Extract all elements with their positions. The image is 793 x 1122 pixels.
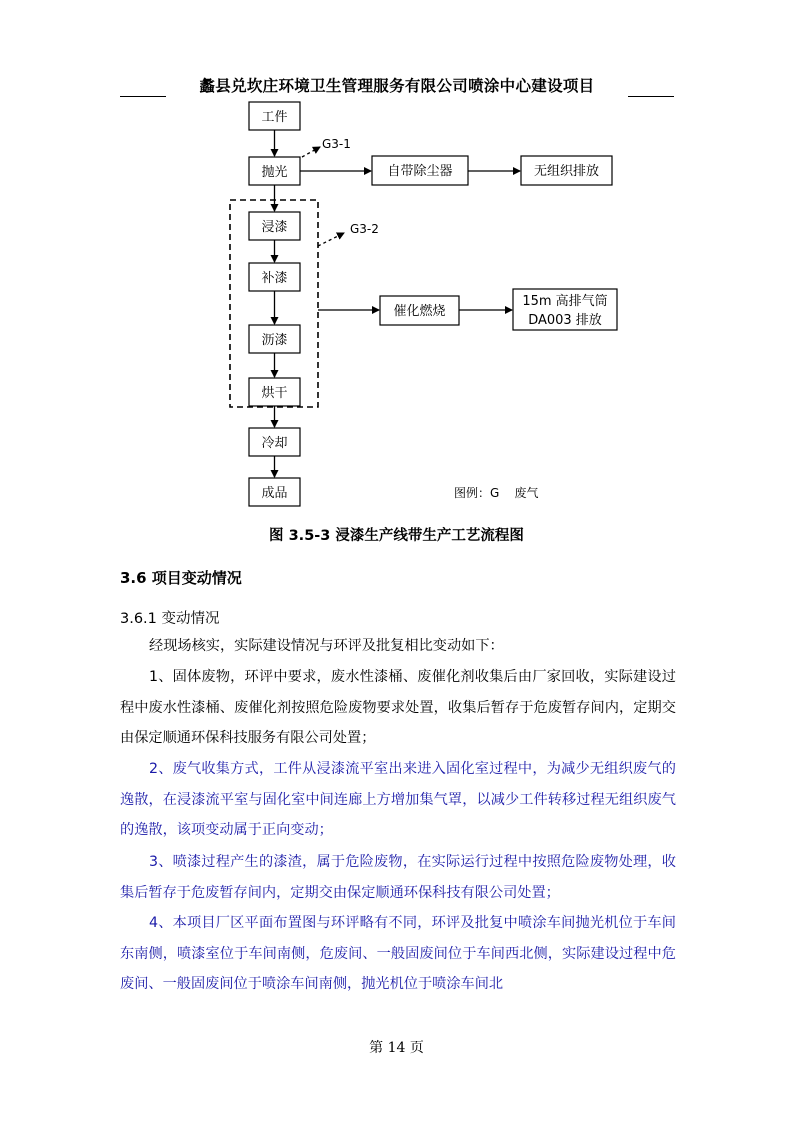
paragraph-1: 1、固体废物，环评中要求，废水性漆桶、废催化剂收集后由厂家回收，实际建设过程中废水性漆桶、废催化剂按照危险废物要求处置，收集后暂存于危废暂存间内，定期交由保定顺通环保科技服务有限公司处置； (120, 669, 676, 747)
node-bake-label: 烘干 (261, 386, 288, 401)
node-dip-paint (249, 212, 300, 240)
node-exhaust-stack-line2: DA003 排放 (528, 313, 602, 328)
paragraph-3: 3、喷漆过程产生的漆渣，属于危险废物，在实际运行过程中按照危险废物处理，收集后暂存于危废暂存间内，定期交由保定顺通环保科技有限公司处置； (120, 854, 676, 901)
node-bake (249, 378, 300, 406)
gas-label-g31: G3-1 (322, 137, 351, 151)
node-cooling-label: 冷却 (261, 436, 288, 451)
figure-caption: 图 3.5-3 浸漆生产线带生产工艺流程图 (269, 528, 524, 544)
header-title: 蠡县兑坎庄环境卫生管理服务有限公司喷涂中心建设项目 (199, 76, 595, 95)
node-dust-collector-label: 自带除尘器 (387, 164, 453, 179)
node-drain-label: 沥漆 (261, 333, 288, 348)
gas-arrow-g31 (302, 147, 320, 157)
paragraph-2: 2、废气收集方式，工件从浸漆流平室出来进入固化室过程中，为减少无组织废气的逸散，在浸漆流平室与固化室中间连廊上方增加集气罩，以减少工件转移过程无组织废气的逸散，该项变动属于正向变动； (120, 761, 676, 839)
flowchart-legend: 图例：G 废气 (454, 486, 539, 500)
paragraph-4: 4、本项目厂区平面布置图与环评略有不同，环评及批复中喷涂车间抛光机位于车间东南侧，喷漆室位于车间南侧，危废间、一般固废间位于车间西北侧，实际建设过程中危废间、一般固废间位于喷涂车间南侧，抛光机位于喷涂车间北 (120, 915, 676, 993)
node-unorganized-emission-label: 无组织排放 (533, 164, 600, 179)
gas-arrow-g32 (318, 233, 344, 246)
paragraph-intro: 经现场核实，实际建设情况与环评及批复相比变动如下： (149, 638, 504, 654)
page-number: 第 14 页 (369, 1040, 424, 1056)
node-product (249, 478, 300, 506)
node-dip-paint-label: 浸漆 (261, 220, 288, 235)
node-cooling (249, 428, 300, 456)
node-polish-label: 抛光 (261, 165, 288, 180)
node-polish (249, 157, 300, 185)
node-touch-up (249, 263, 300, 291)
node-product-label: 成品 (261, 486, 288, 501)
node-unorganized-emission (521, 156, 612, 185)
node-dust-collector (372, 156, 468, 185)
node-exhaust-stack-line1: 15m 高排气筒 (522, 294, 608, 309)
node-catalytic-combustion (380, 296, 459, 325)
process-flowchart (0, 95, 793, 515)
node-workpiece (249, 102, 300, 130)
node-drain (249, 325, 300, 353)
subsection-title: 3.6.1 变动情况 (120, 611, 220, 627)
node-exhaust-stack (513, 289, 617, 330)
section-title: 3.6 项目变动情况 (120, 569, 242, 587)
node-catalytic-combustion-label: 催化燃烧 (393, 304, 446, 319)
node-touch-up-label: 补漆 (261, 271, 288, 286)
gas-label-g32: G3-2 (350, 222, 379, 236)
node-workpiece-label: 工件 (261, 110, 288, 125)
